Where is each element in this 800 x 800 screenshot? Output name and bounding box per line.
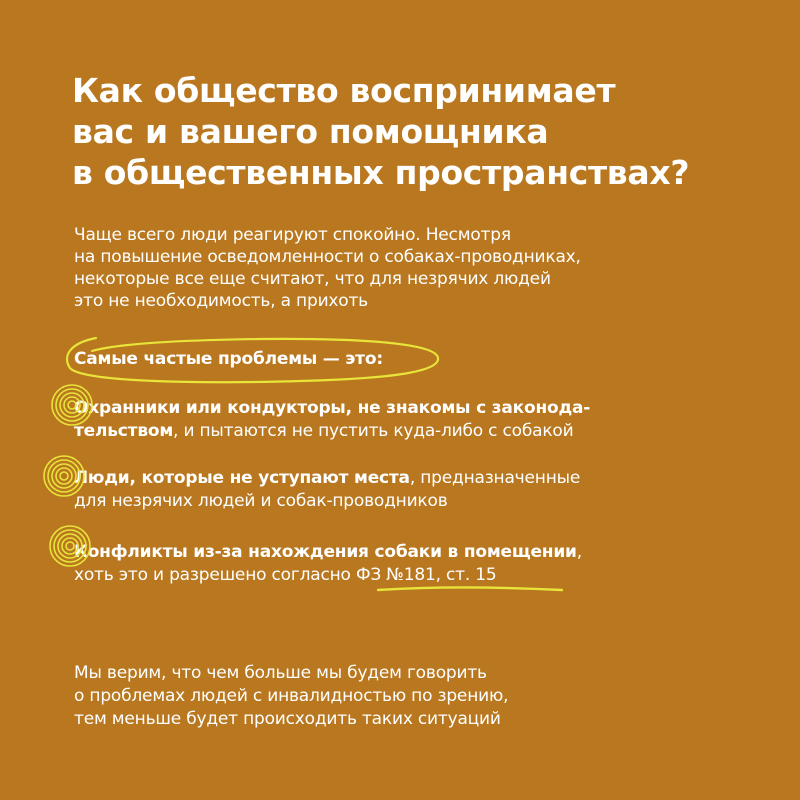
title-line: вас и вашего помощника bbox=[72, 112, 549, 151]
title-line: в общественных пространствах? bbox=[72, 153, 690, 192]
problem-item bbox=[74, 397, 764, 443]
closing-line: тем меньше будет происходить таких ситуаций bbox=[74, 709, 501, 729]
problem-item bbox=[74, 541, 764, 587]
intro-line: на повышение осведомленности о собаках-проводниках, bbox=[74, 247, 581, 267]
closing-line: Мы верим, что чем больше мы будем говорить bbox=[74, 663, 487, 683]
closing-line: о проблемах людей с инвалидностью по зрению, bbox=[74, 686, 509, 706]
closing-paragraph bbox=[74, 662, 754, 731]
problem-bold-text: Конфликты из-за нахождения собаки в помещении bbox=[74, 542, 577, 562]
intro-line: некоторые все еще считают, что для незрячих людей bbox=[74, 269, 551, 289]
underline-scribble bbox=[378, 587, 562, 590]
problems-heading: Самые частые проблемы — это: bbox=[74, 349, 383, 369]
problem-text: хоть это и разрешено согласно ФЗ №181, ст. 15 bbox=[74, 565, 497, 585]
problem-bold-text: Люди, которые не уступают места bbox=[74, 468, 410, 488]
problem-bold-text: Охранники или кондукторы, не знакомы с законода- bbox=[74, 398, 591, 418]
title-line: Как общество воспринимает bbox=[72, 71, 616, 110]
problem-text: , bbox=[576, 542, 582, 562]
intro-paragraph bbox=[74, 224, 754, 312]
problem-text: , предназначенные bbox=[409, 468, 581, 488]
intro-line: Чаще всего люди реагируют спокойно. Несмотря bbox=[74, 225, 511, 245]
problem-text: , и пытаются не пустить куда-либо с собакой bbox=[173, 421, 574, 441]
page-title bbox=[72, 70, 752, 193]
intro-line: это не необходимость, а прихоть bbox=[74, 291, 368, 311]
problem-bold-text: тельством bbox=[74, 421, 174, 441]
problem-text: для незрячих людей и собак-проводников bbox=[74, 491, 448, 511]
problem-item bbox=[74, 467, 764, 513]
